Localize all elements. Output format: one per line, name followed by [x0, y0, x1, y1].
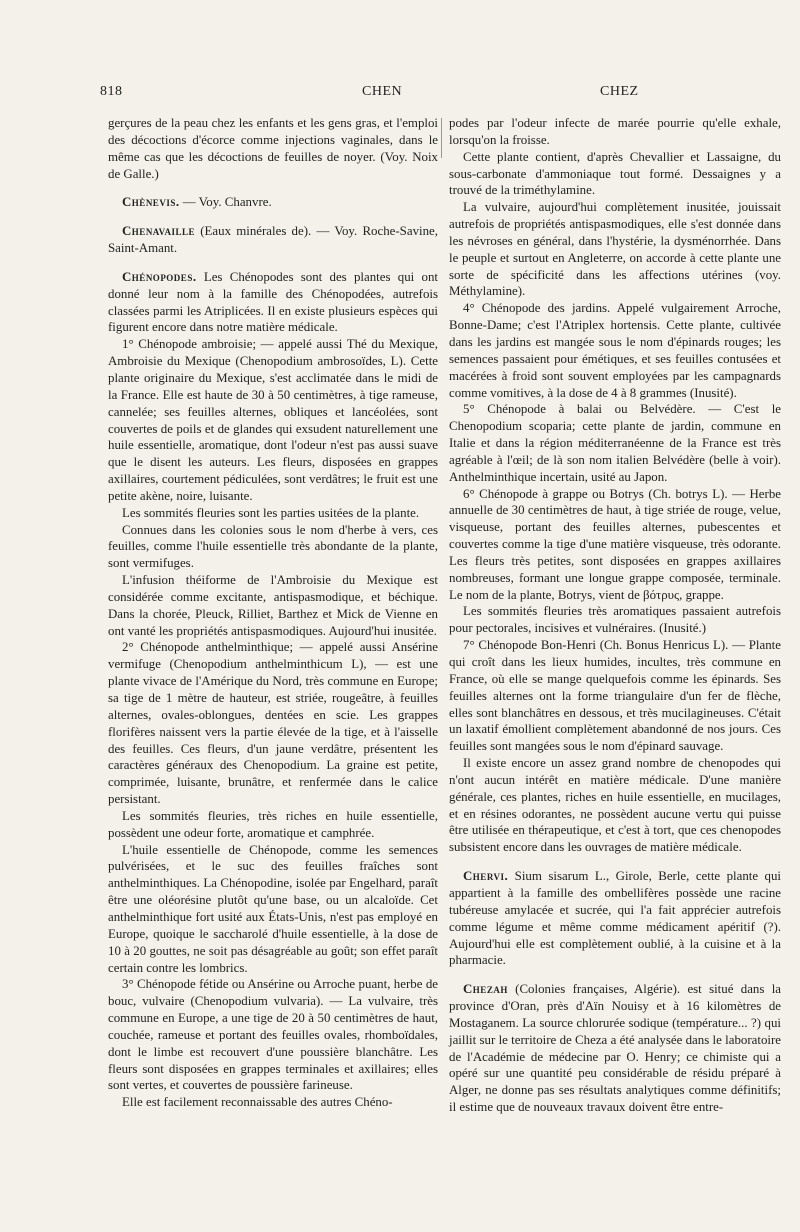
paragraph: [108, 639, 438, 807]
paragraph-text: 5° Chénopode à balai ou Belvédère. — C'est le Chenopodium scoparia; cette plante de jardin, commune en Italie et dans la région méditerranéenne de la France est très agréable à l'œil; de là son nom italien Belvédère (belle à voir). Anthelminthique incertain, usité au Japon.: [449, 402, 781, 484]
dictionary-entry: [449, 981, 781, 1116]
paragraph-text: L'huile essentielle de Chénopode, comme les semences pulvérisées, et le suc des feuilles fraîches sont anthelminthiques. La Chénopodine, isolée par Engelhard, paraît être une oléorésine plutôt qu'une base, ou un alcaloïde. Cet anthelminthique fort usité aux États-Unis, n'est pas employé en Europe, quoique le saccharolé d'huile essentielle, à la dose de 10 à 20 gouttes, ne soit pas désagréable au goût; son effet paraît certain contre les lombrics.: [108, 842, 438, 975]
paragraph: [108, 572, 438, 639]
paragraph-text: — Voy. Chanvre.: [179, 195, 272, 210]
paragraph-gap: [108, 182, 438, 194]
paragraph: [449, 603, 781, 637]
paragraph-text: Les sommités fleuries sont les parties usitées de la plante.: [122, 505, 420, 520]
entry-headword: Chènevis.: [122, 195, 180, 210]
paragraph-gap: [449, 969, 781, 981]
paragraph: [449, 486, 781, 604]
page-number: 818: [100, 84, 123, 99]
paragraph: [108, 115, 438, 182]
paragraph: [449, 755, 781, 856]
dictionary-entry: [108, 223, 438, 257]
paragraph-text: La vulvaire, aujourd'hui complètement inusitée, jouissait autrefois de propriétés antispasmodiques, elle s'est donnée dans les névroses en général, dans l'hystérie, la dysménorrhée. Dans le peuple et surtout en Angleterre, on accorde à cette plante une sorte de spécificité dans les affections utérines (voy. Méthylamine).: [449, 200, 781, 299]
column-divider: [441, 118, 442, 158]
paragraph: [449, 115, 781, 149]
paragraph-text: 6° Chénopode à grappe ou Botrys (Ch. botrys L). — Herbe annuelle de 30 centimètres de haut, à tige striée de rouge, velue, visqueuse, portant des feuilles alternes, pubescentes et couvertes comme la tige d'une matière visqueuse, très odorante. Les fleurs très petites, sont disposées en grappes axillaires nombreuses, formant une longue grappe composée, terminale. Le nom de la plante, Botrys, vient de βότρυς, grappe.: [449, 486, 781, 602]
running-header: [100, 84, 740, 104]
paragraph-text: 3° Chénopode fétide ou Ansérine ou Arroche puant, herbe de bouc, vulvaire (Chenopodium vulvaria). — La vulvaire, très commune en Europe, a une tige de 20 à 50 centimètres de haut, couchée, rameuse et portant des feuilles ovales, rhomboïdales, dont le limbe est recouvert d'une poussière blanchâtre. Les fleurs sont disposées en grappes terminales et axillaires; elles sont vertes, et couvertes de poussière farineuse.: [108, 977, 438, 1093]
paragraph: [108, 1094, 438, 1111]
paragraph-text: gerçures de la peau chez les enfants et les gens gras, et l'emploi des décoctions d'écorce comme injections vaginales, dans le même cas que les décoctions de feuilles de noyer. (Voy. Noix de Galle.): [108, 116, 438, 181]
paragraph: [108, 842, 438, 977]
dictionary-entry: [449, 868, 781, 969]
paragraph: [449, 300, 781, 401]
entry-headword: Chervi.: [463, 869, 509, 884]
dictionary-entry: [108, 269, 438, 336]
paragraph-text: L'infusion théiforme de l'Ambroisie du Mexique est considérée comme excitante, antispasmodique, et béchique. Dans la chorée, Pleuck, Rilliet, Barthez et Mick de Vienne en ont vanté les propriétés antispasmodiques. Aujourd'hui inusitée.: [108, 573, 438, 638]
paragraph-gap: [449, 856, 781, 868]
running-head-right: CHEZ: [600, 84, 639, 99]
paragraph-gap: [108, 211, 438, 223]
paragraph-text: (Eaux minérales de). — Voy. Roche-Savine, Saint-Amant.: [108, 224, 438, 256]
paragraph-text: (Colonies françaises, Algérie). est situé dans la province d'Oran, près d'Aïn Nouisy et à 16 kilomètres de Mostaganem. La source chlorurée sodique (température... ?) qui jaillit sur le territoire de Cheza a été analysée dans le laboratoire de l'Académie de médecine par O. Henry; ce chimiste qui a opéré sur une quantité peu considérable de résidu préparé à Alger, ne donne pas ses résultats analytiques comme définitifs; il estime que de nouveaux travaux doivent être entre-: [449, 982, 781, 1115]
paragraph-text: Elle est facilement reconnaissable des autres Chéno-: [122, 1095, 393, 1110]
paragraph: [108, 976, 438, 1094]
paragraph-text: Il existe encore un assez grand nombre de chenopodes qui n'ont aucun intérêt en matière médicale. D'une manière générale, ces plantes, riches en huile essentielle, en mucilages, et en résines odorantes, ne possèdent aucune vertu qui puisse être utilisée en thérapeutique, et c'est à tort, que ces chenopodes subsistent encore dans les ouvrages de matière médicale.: [449, 756, 781, 855]
paragraph-text: 1° Chénopode ambroisie; — appelé aussi Thé du Mexique, Ambroisie du Mexique (Chenopodium ambrosoïdes, L). Cette plante originaire du Mexique, s'est acclimatée dans le midi de la France. Elle est haute de 30 à 50 centimètres, à tige rameuse, cannelée; ses feuilles alternes, obliques et lancéolées, sont couvertes de poils et de glandes qui exsudent naturellement une huile essentielle, aromatique, dont l'odeur n'est pas aussi suave que le disent les auteurs. Les fleurs, disposées en grappes axillaires, courtement pédiculées, sont verdâtres; le fruit est une petite akène, noire, luisante.: [108, 337, 438, 503]
paragraph: [108, 522, 438, 573]
right-column: [449, 115, 781, 1116]
paragraph: [449, 199, 781, 300]
paragraph-text: Les Chénopodes sont des plantes qui ont donné leur nom à la famille des Chénopodées, autrefois classées parmi les Atriplicées. Il en existe plusieurs espèces qui figurent encore dans notre matière médicale.: [108, 269, 438, 335]
paragraph-text: Sium sisarum L., Girole, Berle, cette plante qui appartient à la famille des ombellifères possède une racine tubéreuse amylacée et sucrée, qui l'a fait apprécier autrefois comme légume et même comme médicament apéritif (?). Aujourd'hui elle est complètement oublié, à la cuisine et à la pharmacie.: [449, 869, 781, 968]
paragraph: [449, 637, 781, 755]
paragraph: [449, 149, 781, 200]
paragraph-text: Les sommités fleuries très aromatiques passaient autrefois pour pectorales, incisives et vulnéraires. (Inusité.): [449, 604, 781, 636]
paragraph-text: 4° Chénopode des jardins. Appelé vulgairement Arroche, Bonne-Dame; c'est l'Atriplex hortensis. Cette plante, cultivée dans les jardins est mangée sous le nom d'épinards rouges; les semences passaient pour émétiques, et ses feuilles contusées et macérées à froid sont souvent employées par les campagnards comme vomitives, à la dose de 4 à 8 grammes (Inusité).: [449, 301, 781, 400]
left-column: [108, 115, 438, 1111]
paragraph: [108, 808, 438, 842]
paragraph-text: podes par l'odeur infecte de marée pourrie qu'elle exhale, lorsqu'on la froisse.: [449, 116, 781, 147]
paragraph-text: Connues dans les colonies sous le nom d'herbe à vers, ces feuilles, comme l'huile essentielle très abondante de la plante, sont vermifuges.: [108, 522, 438, 571]
paragraph: [108, 336, 438, 504]
paragraph-text: Cette plante contient, d'après Chevallier et Lassaigne, du sous-carbonate d'ammoniaque tout formé. Dessaignes y a trouvé de la triméthylamine.: [449, 149, 781, 198]
paragraph-gap: [108, 257, 438, 269]
paragraph-text: 7° Chénopode Bon-Henri (Ch. Bonus Henricus L). — Plante qui croît dans les lieux humides, incultes, très commune en France, où elle se mange quelquefois comme les épinards. Ses feuilles alternes ont la forme triangulaire d'un fer de flèche, elles sont blanchâtres en dessous, et très mucilagineuses. C'était un laxatif émollient complètement abandonné de nos jours. Ces feuilles sont mangées sous le nom d'épinard sauvage.: [449, 638, 781, 754]
entry-headword: Chénopodes.: [122, 269, 197, 284]
paragraph: [449, 401, 781, 485]
paragraph: [108, 505, 438, 522]
dictionary-entry: [108, 194, 438, 211]
paragraph-text: 2° Chénopode anthelminthique; — appelé aussi Ansérine vermifuge (Chenopodium anthelminthicum L), — est une plante vivace de l'Amérique du Nord, très commune en Europe; sa tige de 1 mètre de hauteur, est striée, rougeâtre, à feuilles alternes, ovales-oblongues, dentées en scie. Les grappes florifères naissent vers la partie élevée de la tige, et à l'aisselle des feuilles. Ces fleurs, d'un jaune verdâtre, présentent les caractères généraux des Chenopodium. La graine est petite, comprimée, luisante, brunâtre, et renfermée dans le calice persistant.: [108, 640, 438, 807]
entry-headword: Chezah: [463, 982, 508, 997]
entry-headword: Chenavaille: [122, 224, 196, 239]
paragraph-text: Les sommités fleuries, très riches en huile essentielle, possèdent une odeur forte, aromatique et camphrée.: [108, 808, 438, 840]
running-head-left: CHEN: [362, 84, 403, 99]
